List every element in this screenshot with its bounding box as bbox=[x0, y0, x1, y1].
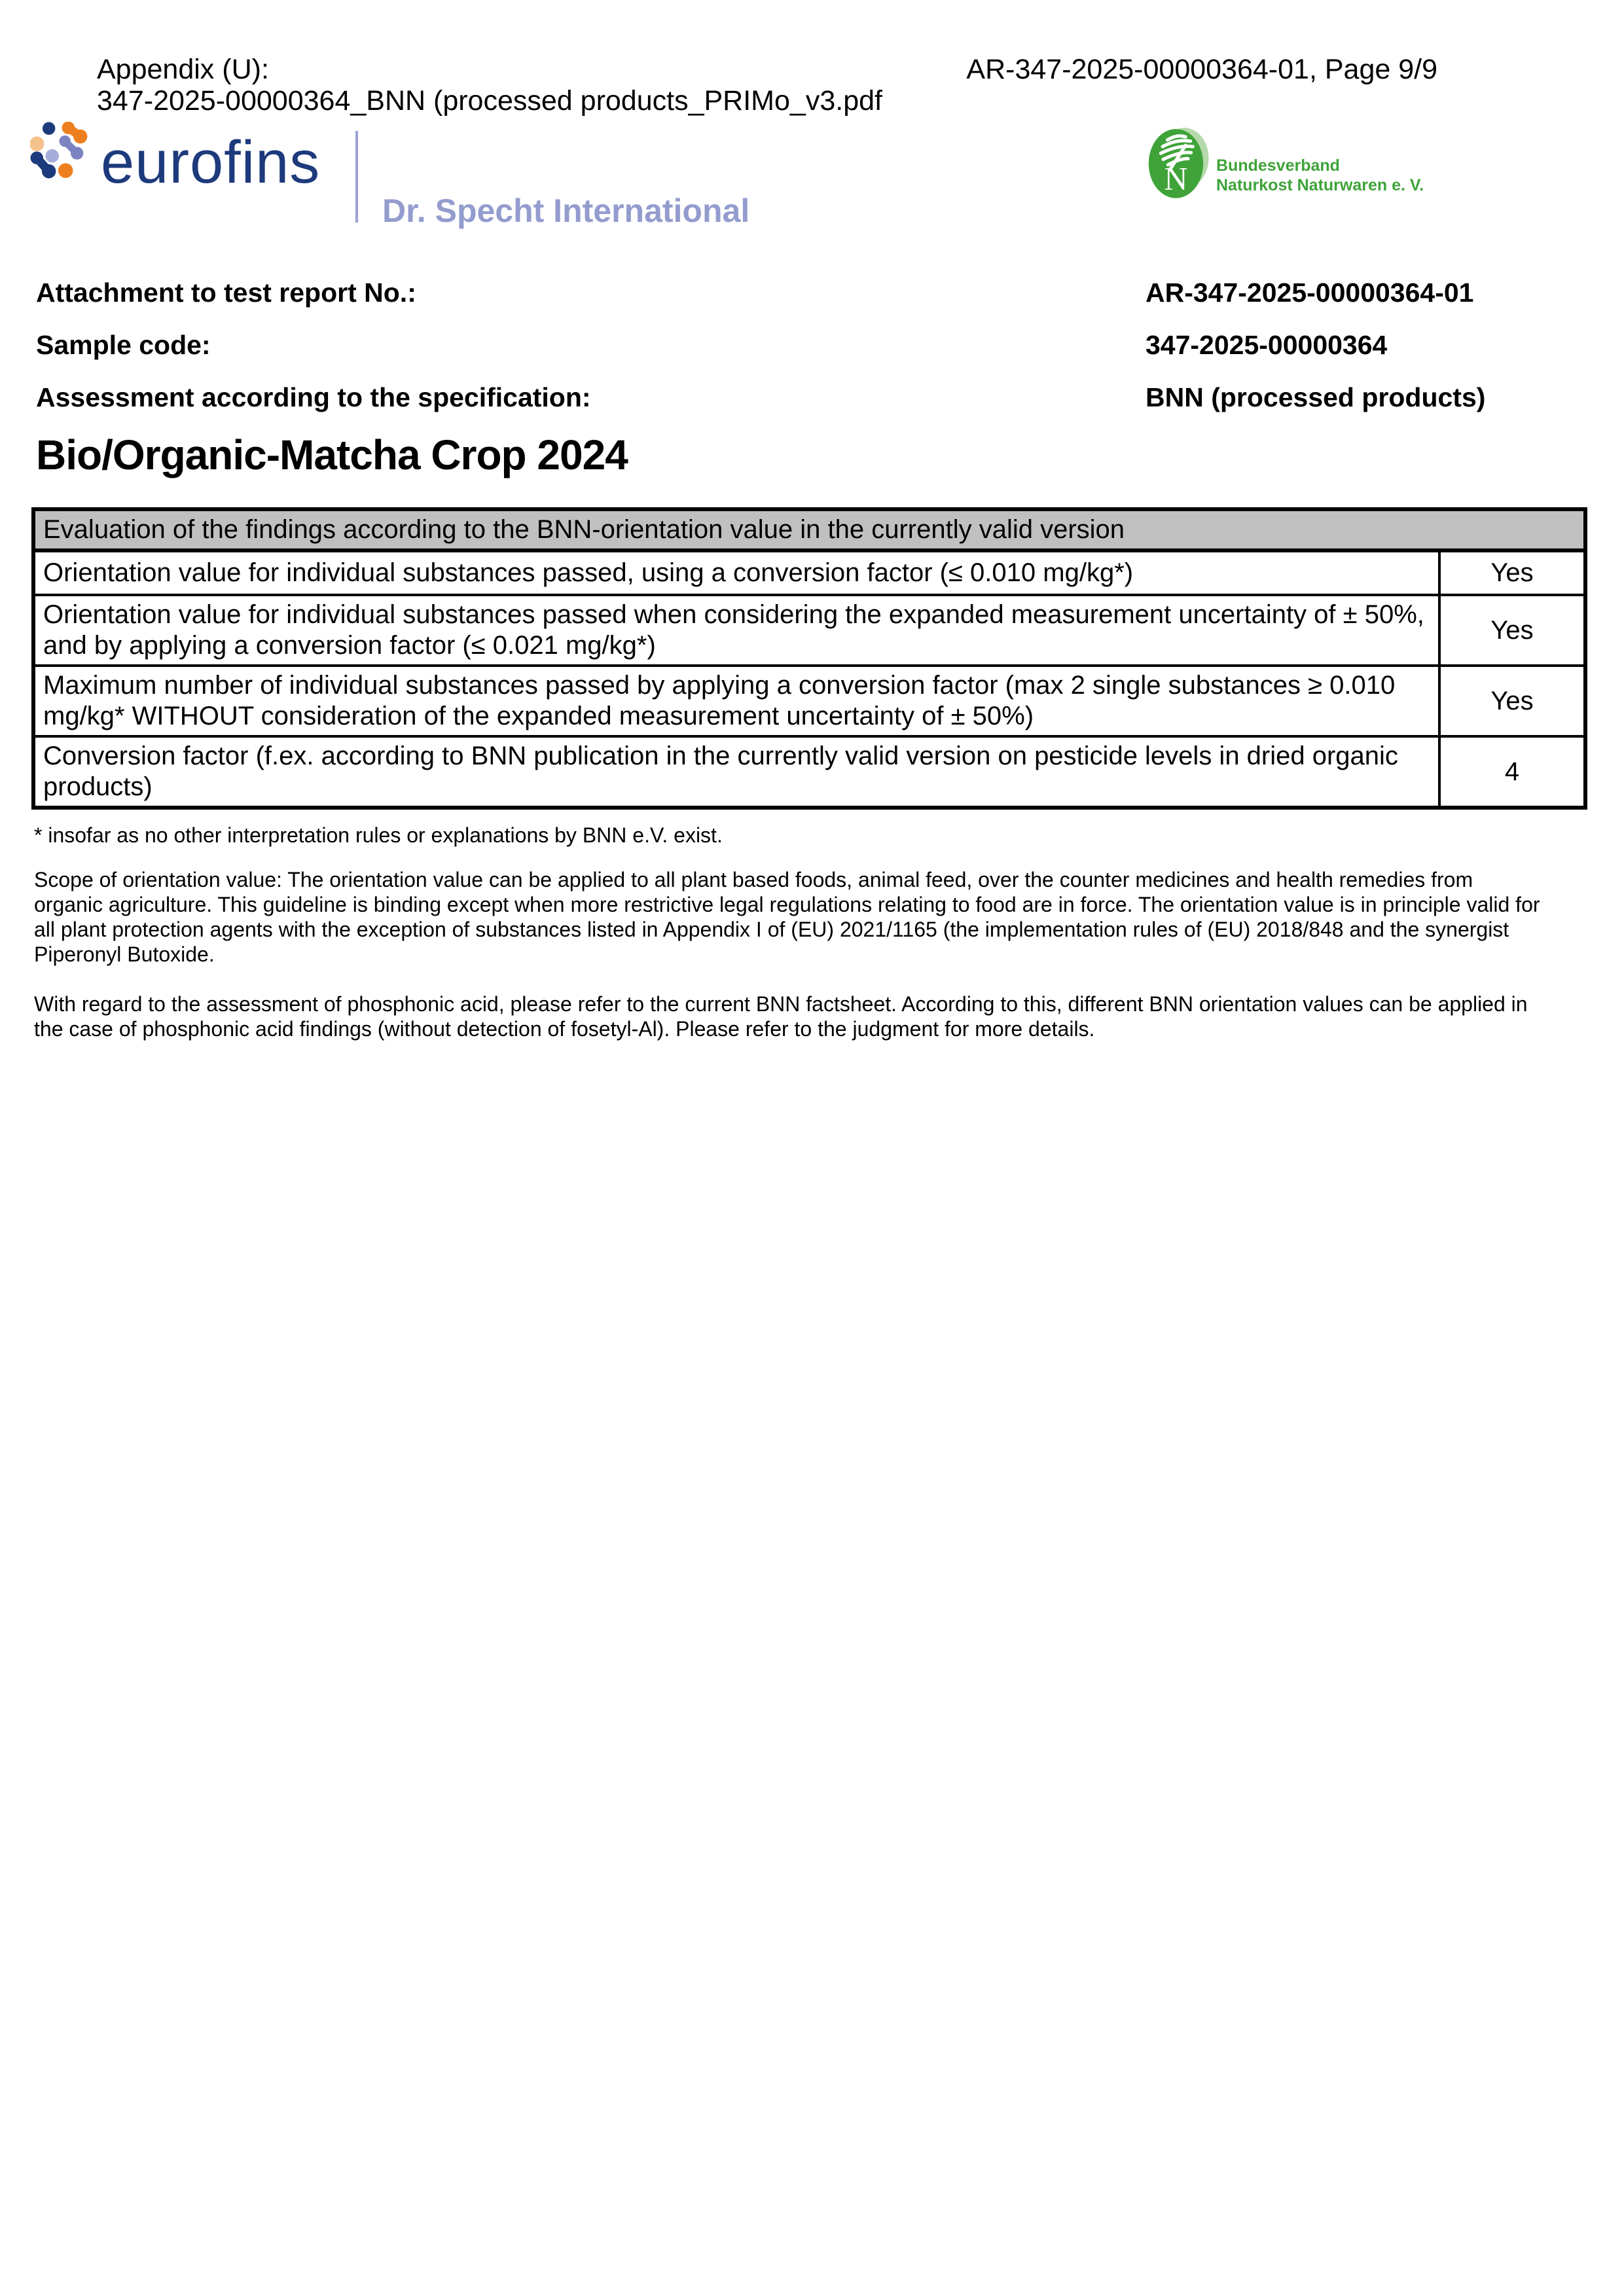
label-assessment-spec: Assessment according to the specification: bbox=[36, 382, 591, 412]
criterion-cell: Conversion factor (f.ex. according to BNN publication in the currently valid version on pesticide levels in dried organic products) bbox=[43, 742, 1398, 801]
header-appendix-line1: Appendix (U): bbox=[97, 54, 269, 85]
table-row bbox=[35, 667, 1583, 738]
eurofins-wordmark: eurofins bbox=[101, 129, 321, 196]
footnote-asterisk: * insofar as no other interpretation rules or explanations by BNN e.V. exist. bbox=[34, 823, 723, 847]
bnn-name-line2: Naturkost Naturwaren e. V. bbox=[1216, 176, 1424, 194]
value-assessment-spec: BNN (processed products) bbox=[1146, 382, 1486, 412]
criterion-cell: Maximum number of individual substances passed by applying a conversion factor (max 2 single substances ≥ 0.010 mg/kg* WITHOUT consideration of the expanded measurement uncertainty of ± 50%) bbox=[43, 671, 1396, 730]
result-cell: Yes bbox=[1438, 667, 1583, 735]
bnn-monogram: N bbox=[1164, 160, 1188, 197]
table-row bbox=[35, 596, 1583, 667]
paragraph-phosphonic-acid: With regard to the assessment of phosphonic acid, please refer to the current BNN factsheet. According to this, different BNN orientation values can be applied in the case of phosphonic acid findings (without detection of fosetyl-Al). Please refer to the judgment for more details. bbox=[34, 992, 1528, 1041]
header-appendix bbox=[97, 54, 882, 117]
bnn-association-name bbox=[1216, 156, 1424, 195]
result-cell: 4 bbox=[1438, 738, 1583, 806]
division-name: Dr. Specht International bbox=[382, 192, 750, 229]
page-title: Bio/Organic-Matcha Crop 2024 bbox=[36, 431, 628, 478]
value-sample-code: 347-2025-00000364 bbox=[1146, 330, 1388, 360]
brand-divider bbox=[355, 131, 358, 223]
label-sample-code: Sample code: bbox=[36, 330, 211, 360]
result-cell: Yes bbox=[1438, 552, 1583, 594]
result-cell: Yes bbox=[1438, 596, 1583, 664]
header-appendix-line2: 347-2025-00000364_BNN (processed products_PRIMo_v3.pdf bbox=[97, 85, 882, 117]
criterion-cell: Orientation value for individual substances passed, using a conversion factor (≤ 0.010 mg/kg*) bbox=[43, 558, 1134, 587]
eurofins-dots-icon bbox=[30, 122, 89, 179]
label-attachment-report-no: Attachment to test report No.: bbox=[36, 278, 416, 308]
table-row bbox=[35, 552, 1583, 596]
evaluation-table-header: Evaluation of the findings according to the BNN-orientation value in the currently valid version bbox=[35, 511, 1583, 552]
criterion-cell: Orientation value for individual substances passed when considering the expanded measurement uncertainty of ± 50%, and by applying a conversion factor (≤ 0.021 mg/kg*) bbox=[43, 600, 1424, 660]
table-row bbox=[35, 738, 1583, 806]
bnn-tree-logo-icon bbox=[1147, 124, 1212, 202]
evaluation-table bbox=[31, 507, 1587, 810]
header-report-number: AR-347-2025-00000364-01, Page 9/9 bbox=[966, 54, 1437, 85]
bnn-name-line1: Bundesverband bbox=[1216, 156, 1340, 175]
paragraph-scope: Scope of orientation value: The orientation value can be applied to all plant based foods, animal feed, over the counter medicines and health remedies from organic agriculture. This guideline is binding except when more restrictive legal regulations relating to food are in force. The orientation value is in principle valid for all plant protection agents with the exception of substances listed in Appendix I of (EU) 2021/1165 (the implementation rules of (EU) 2018/848 and the synergist Piperonyl Butoxide. bbox=[34, 868, 1540, 966]
value-attachment-report-no: AR-347-2025-00000364-01 bbox=[1146, 278, 1474, 308]
